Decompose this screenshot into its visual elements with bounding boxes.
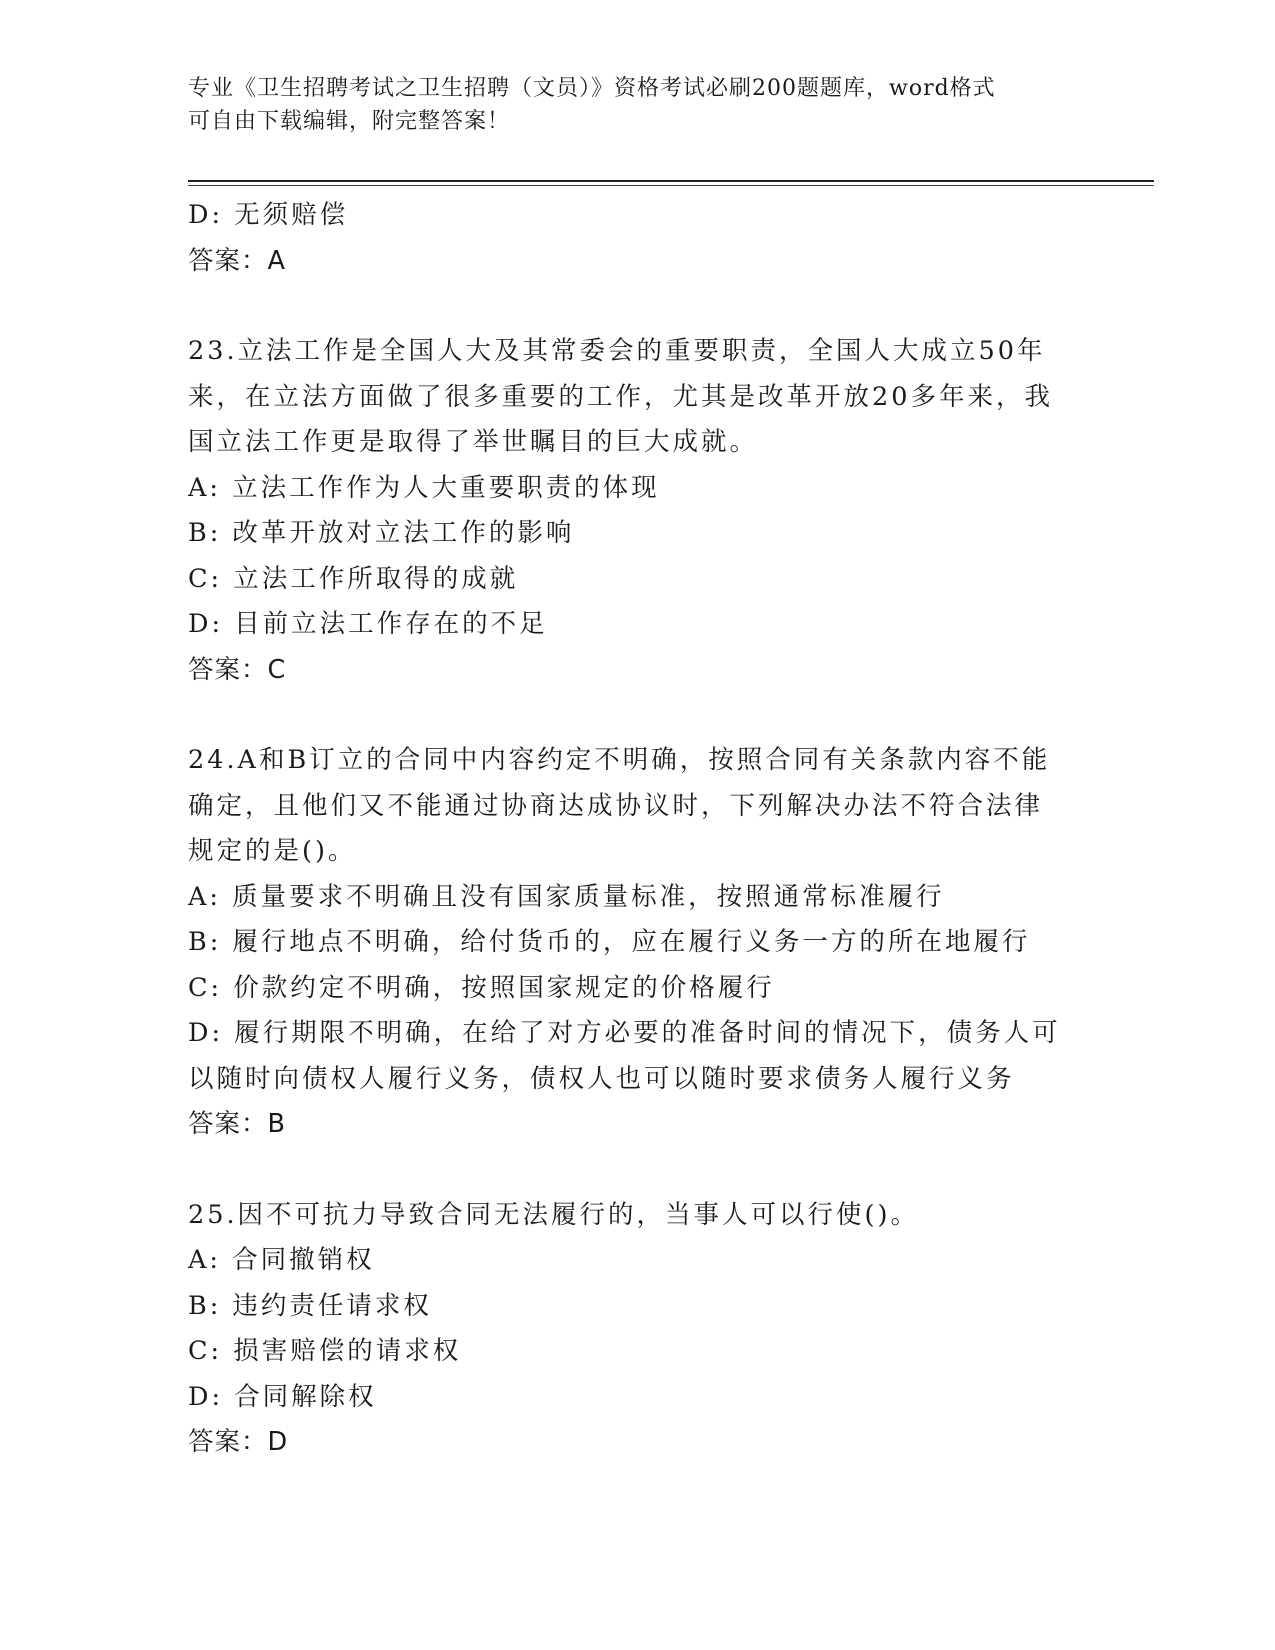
header-rule-thin bbox=[188, 185, 1154, 186]
option-b: B: 履行地点不明确，给付货币的，应在履行义务一方的所在地履行 bbox=[188, 927, 1031, 957]
page-header bbox=[188, 72, 1088, 138]
option-c: C: 价款约定不明确，按照国家规定的价格履行 bbox=[188, 972, 775, 1003]
option-c: C: 立法工作所取得的成就 bbox=[188, 563, 519, 594]
question-22-tail bbox=[188, 193, 1078, 284]
answer: 答案：D bbox=[188, 1427, 289, 1457]
option-d: D: 合同解除权 bbox=[188, 1381, 377, 1412]
question-25 bbox=[188, 1193, 1078, 1466]
header-line-2: 可自由下载编辑，附完整答案！ bbox=[188, 109, 511, 134]
option-a: A: 合同撤销权 bbox=[188, 1245, 375, 1275]
question-stem-line: 确定，且他们又不能通过协商达成协议时，下列解决办法不符合法律 bbox=[188, 790, 1044, 821]
option-a: A: 质量要求不明确且没有国家质量标准，按照通常标准履行 bbox=[188, 881, 945, 912]
question-list bbox=[188, 193, 1078, 1466]
option-a: A: 立法工作作为人大重要职责的体现 bbox=[188, 472, 660, 503]
question-stem-line: 来，在立法方面做了很多重要的工作，尤其是改革开放20多年来，我 bbox=[188, 381, 1053, 412]
question-stem-line: 国立法工作更是取得了举世瞩目的巨大成就。 bbox=[188, 427, 759, 457]
question-stem-line: 23.立法工作是全国人大及其常委会的重要职责，全国人大成立50年 bbox=[188, 336, 1046, 366]
question-24 bbox=[188, 738, 1078, 1148]
answer: 答案：B bbox=[188, 1109, 286, 1139]
option-d-continued: 以随时向债权人履行义务，债权人也可以随时要求债务人履行义务 bbox=[188, 1063, 1015, 1094]
answer: 答案：A bbox=[188, 245, 286, 276]
option-d: D: 履行期限不明确，在给了对方必要的准备时间的情况下，债务人可 bbox=[188, 1018, 1061, 1048]
option-d: D: 无须赔偿 bbox=[188, 200, 349, 230]
question-stem-line: 规定的是()。 bbox=[188, 836, 357, 866]
header-rule-thick bbox=[188, 180, 1154, 182]
answer: 答案：C bbox=[188, 654, 287, 685]
question-stem-line: 25.因不可抗力导致合同无法履行的，当事人可以行使()。 bbox=[188, 1199, 919, 1230]
question-23 bbox=[188, 329, 1078, 693]
option-c: C: 损害赔偿的请求权 bbox=[188, 1336, 462, 1366]
question-stem-line: 24.A和B订立的合同中内容约定不明确，按照合同有关条款内容不能 bbox=[188, 745, 1051, 775]
header-line-1: 专业《卫生招聘考试之卫生招聘（文员）》资格考试必刷200题题库，word格式 bbox=[188, 76, 996, 101]
option-b: B: 违约责任请求权 bbox=[188, 1290, 432, 1321]
option-b: B: 改革开放对立法工作的影响 bbox=[188, 518, 575, 548]
option-d: D: 目前立法工作存在的不足 bbox=[188, 609, 548, 639]
